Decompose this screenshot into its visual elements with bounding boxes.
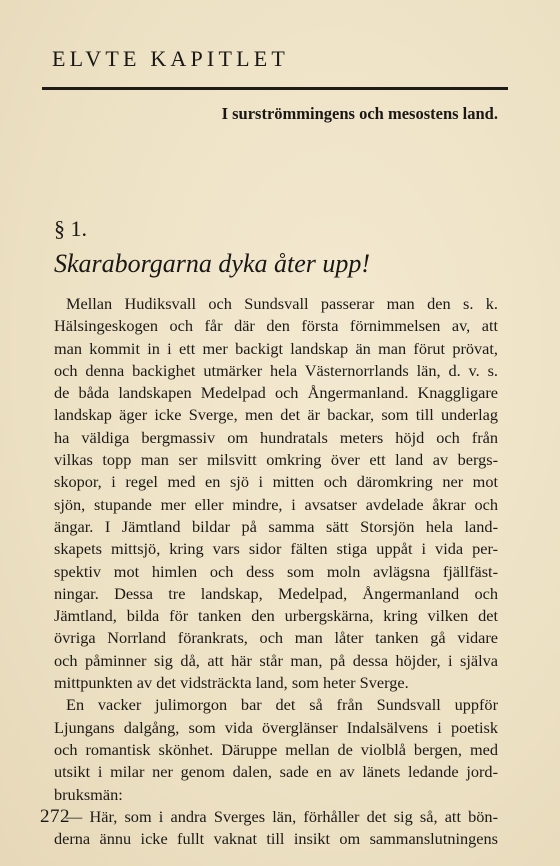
text-line: En vacker julimorgon bar det så från Sundsvall uppför	[66, 695, 498, 715]
text-line: spektiv mot himlen och dess som moln avlägsna fjällfäst-	[54, 561, 498, 581]
text-line: vilkas topp man ser milsvitt omkring över ett land av bergs-	[54, 450, 498, 470]
text-line: bruksmän:	[54, 784, 123, 804]
text-line: derna ännu icke fullt vaknat till insikt om sammanslutningens	[54, 829, 498, 849]
chapter-subtitle: I surströmmingens och mesostens land.	[221, 104, 498, 123]
text-line: mittpunkten av det vidsträckta land, som heter Sverge.	[54, 673, 409, 693]
text-line: Hälsingeskogen och får där den första förnimmelsen av, att	[54, 316, 498, 336]
text-line: ha väldiga bergmassiv om hundratals meters höjd och från	[54, 427, 498, 447]
text-line: och denna backighet utmärker hela Västernorrlands län, d. v. s.	[54, 360, 498, 380]
body-text	[54, 293, 498, 850]
section-number: § 1.	[54, 216, 87, 241]
text-line: och romantisk skönhet. Däruppe mellan de violblå bergen, med	[54, 739, 498, 759]
text-line: övriga Norrland förankrats, och man låter tanken gå vidare	[54, 628, 498, 648]
text-line: — Här, som i andra Sverges län, förhåller det sig så, att bön-	[66, 806, 498, 826]
text-line: skapets mittsjö, kring vars sidor fälten stiga uppåt i vida per-	[54, 539, 498, 559]
text-line: sjön, stupande mer eller mindre, i avsatser avdelade åkrar och	[54, 494, 498, 514]
chapter-heading: ELVTE KAPITLET	[52, 46, 290, 71]
text-line: man kommit in i ett mer backigt landskap än man förut prövat,	[54, 338, 498, 358]
text-line: skopor, i regel med en sjö i mitten och däromkring ner mot	[54, 472, 498, 492]
text-line: och påminner sig då, att här står man, på dessa höjder, i själva	[54, 650, 498, 670]
text-line: de båda landskapen Medelpad och Ångermanland. Knaggligare	[54, 383, 498, 403]
text-line: utsikt i milar ner genom dalen, sade en av länets ledande jord-	[54, 762, 498, 782]
text-line: Mellan Hudiksvall och Sundsvall passerar man den s. k.	[66, 294, 498, 313]
text-line: Ljungans dalgång, som vida överglänser Indalsälvens i poetisk	[54, 717, 498, 737]
text-line: Jämtland, bilda för tanken den urbergskärna, kring vilken det	[54, 606, 498, 626]
text-line: ängar. I Jämtland bildar på samma sätt Storsjön hela land-	[54, 516, 498, 536]
text-line: ningar. Dessa tre landskap, Medelpad, Ångermanland och	[54, 583, 498, 603]
section-title: Skaraborgarna dyka åter upp!	[54, 249, 371, 278]
heading-rule	[42, 87, 508, 90]
text-line: landskap äger icke Sverge, men det är backar, som till underlag	[54, 405, 498, 425]
page-number: 272	[40, 806, 70, 827]
